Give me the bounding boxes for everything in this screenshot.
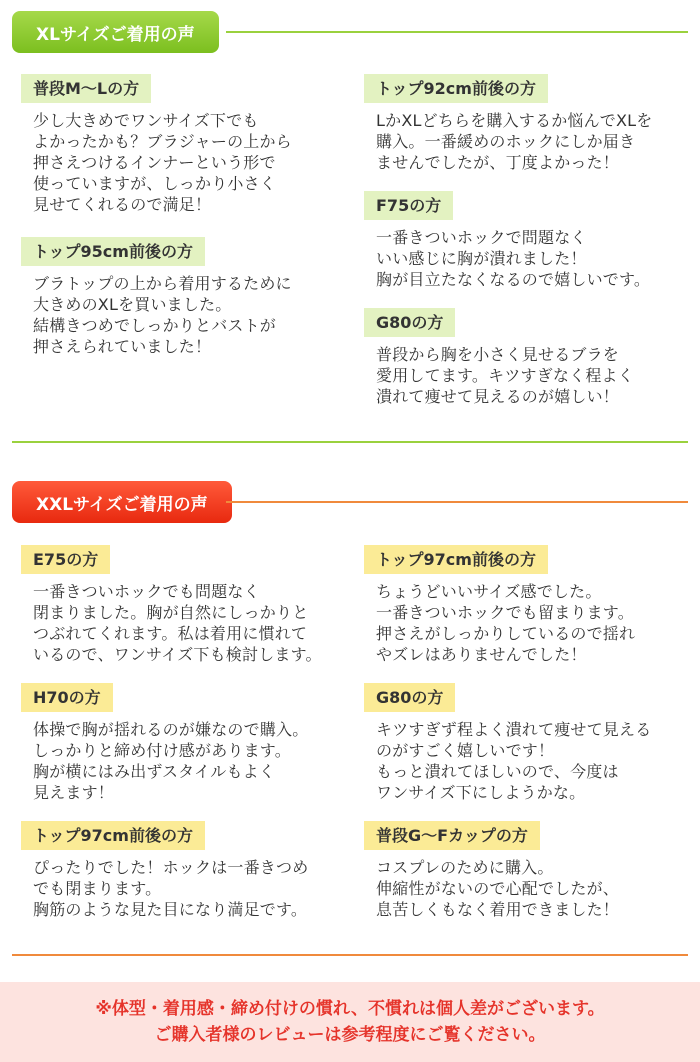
review-card bbox=[21, 821, 341, 920]
xl-section-title: XLサイズご着用の声 bbox=[12, 11, 219, 53]
reviewer-label: トップ95cm前後の方 bbox=[21, 237, 205, 266]
review-text: キツすぎず程よく潰れて痩せて見える のがすごく嬉しいです！ もっと潰れてほしいので、今度は ワンサイズ下にしようかな。 bbox=[376, 720, 652, 802]
reviewer-label: G80の方 bbox=[364, 683, 455, 712]
xxl-header-rule bbox=[226, 501, 688, 503]
disclaimer-line-1: ※体型・着用感・締め付けの慣れ、不慣れは個人差がございます。 bbox=[95, 999, 605, 1019]
xl-left-column bbox=[21, 74, 341, 379]
review-text: LかXLどちらを購入するか悩んでXLを 購入。一番緩めのホックにしか届き ませんでしたが、丁度よかった！ bbox=[376, 111, 653, 172]
disclaimer-notice bbox=[0, 982, 700, 1062]
review-text: 一番きついホックで問題なく いい感じに胸が潰れました！ 胸が目立たなくなるので嬉しいです。 bbox=[376, 228, 651, 289]
review-text: ちょうどいいサイズ感でした。 一番きついホックでも留まります。 押さえがしっかりしているので揺れ やズレはありませんでした！ bbox=[376, 582, 636, 664]
reviewer-label: F75の方 bbox=[364, 191, 453, 220]
review-card bbox=[364, 821, 684, 920]
xl-section-divider bbox=[12, 441, 688, 443]
disclaimer-line-2: ご購入者様のレビューは参考程度にご覧ください。 bbox=[154, 1025, 546, 1045]
xl-header-rule bbox=[226, 31, 688, 33]
xxl-section-header bbox=[0, 481, 700, 525]
review-card bbox=[364, 74, 684, 173]
review-text: 体操で胸が揺れるのが嫌なので購入。 しっかりと締め付け感があります。 胸が横にはみ出ずスタイルもよく 見えます！ bbox=[33, 720, 309, 802]
review-text: ぴったりでした！ホックは一番きつめ でも閉まります。 胸筋のような見た目になり満足です。 bbox=[33, 858, 309, 919]
reviewer-label: 普段M〜Lの方 bbox=[21, 74, 151, 103]
xxl-section-title: XXLサイズご着用の声 bbox=[12, 481, 232, 523]
reviewer-label: H70の方 bbox=[21, 683, 113, 712]
review-card bbox=[21, 74, 341, 215]
review-text: コスプレのために購入。 伸縮性がないので心配でしたが、 息苦しくもなく着用できました！ bbox=[376, 858, 620, 919]
review-card bbox=[364, 683, 684, 803]
reviewer-label: 普段G〜Fカップの方 bbox=[364, 821, 540, 850]
xxl-right-column bbox=[364, 545, 684, 942]
review-card bbox=[21, 683, 341, 803]
reviewer-label: トップ97cm前後の方 bbox=[364, 545, 548, 574]
reviewer-label: トップ92cm前後の方 bbox=[364, 74, 548, 103]
review-text: ブラトップの上から着用するために 大きめのXLを買いました。 結構きつめでしっかりとバストが 押さえられていました！ bbox=[33, 274, 292, 356]
xl-right-column bbox=[364, 74, 684, 429]
xl-section-header bbox=[0, 11, 700, 55]
review-text: 一番きついホックでも問題なく 閉まりました。胸が自然にしっかりと つぶれてくれます。私は着用に慣れて いるので、ワンサイズ下も検討します。 bbox=[33, 582, 322, 664]
reviewer-label: トップ97cm前後の方 bbox=[21, 821, 205, 850]
review-card bbox=[364, 545, 684, 665]
review-card bbox=[364, 191, 684, 290]
reviewer-label: E75の方 bbox=[21, 545, 110, 574]
review-card bbox=[21, 545, 341, 665]
xxl-section-divider bbox=[12, 954, 688, 956]
reviewer-label: G80の方 bbox=[364, 308, 455, 337]
review-card bbox=[364, 308, 684, 407]
review-card bbox=[21, 237, 341, 357]
review-text: 少し大きめでワンサイズ下でも よかったかも？ブラジャーの上から 押さえつけるインナーという形で 使っていますが、しっかり小さく 見せてくれるので満足！ bbox=[33, 111, 292, 214]
review-text: 普段から胸を小さく見せるブラを 愛用してます。キツすぎなく程よく 潰れて痩せて見えるのが嬉しい！ bbox=[376, 345, 634, 406]
xxl-left-column bbox=[21, 545, 341, 942]
